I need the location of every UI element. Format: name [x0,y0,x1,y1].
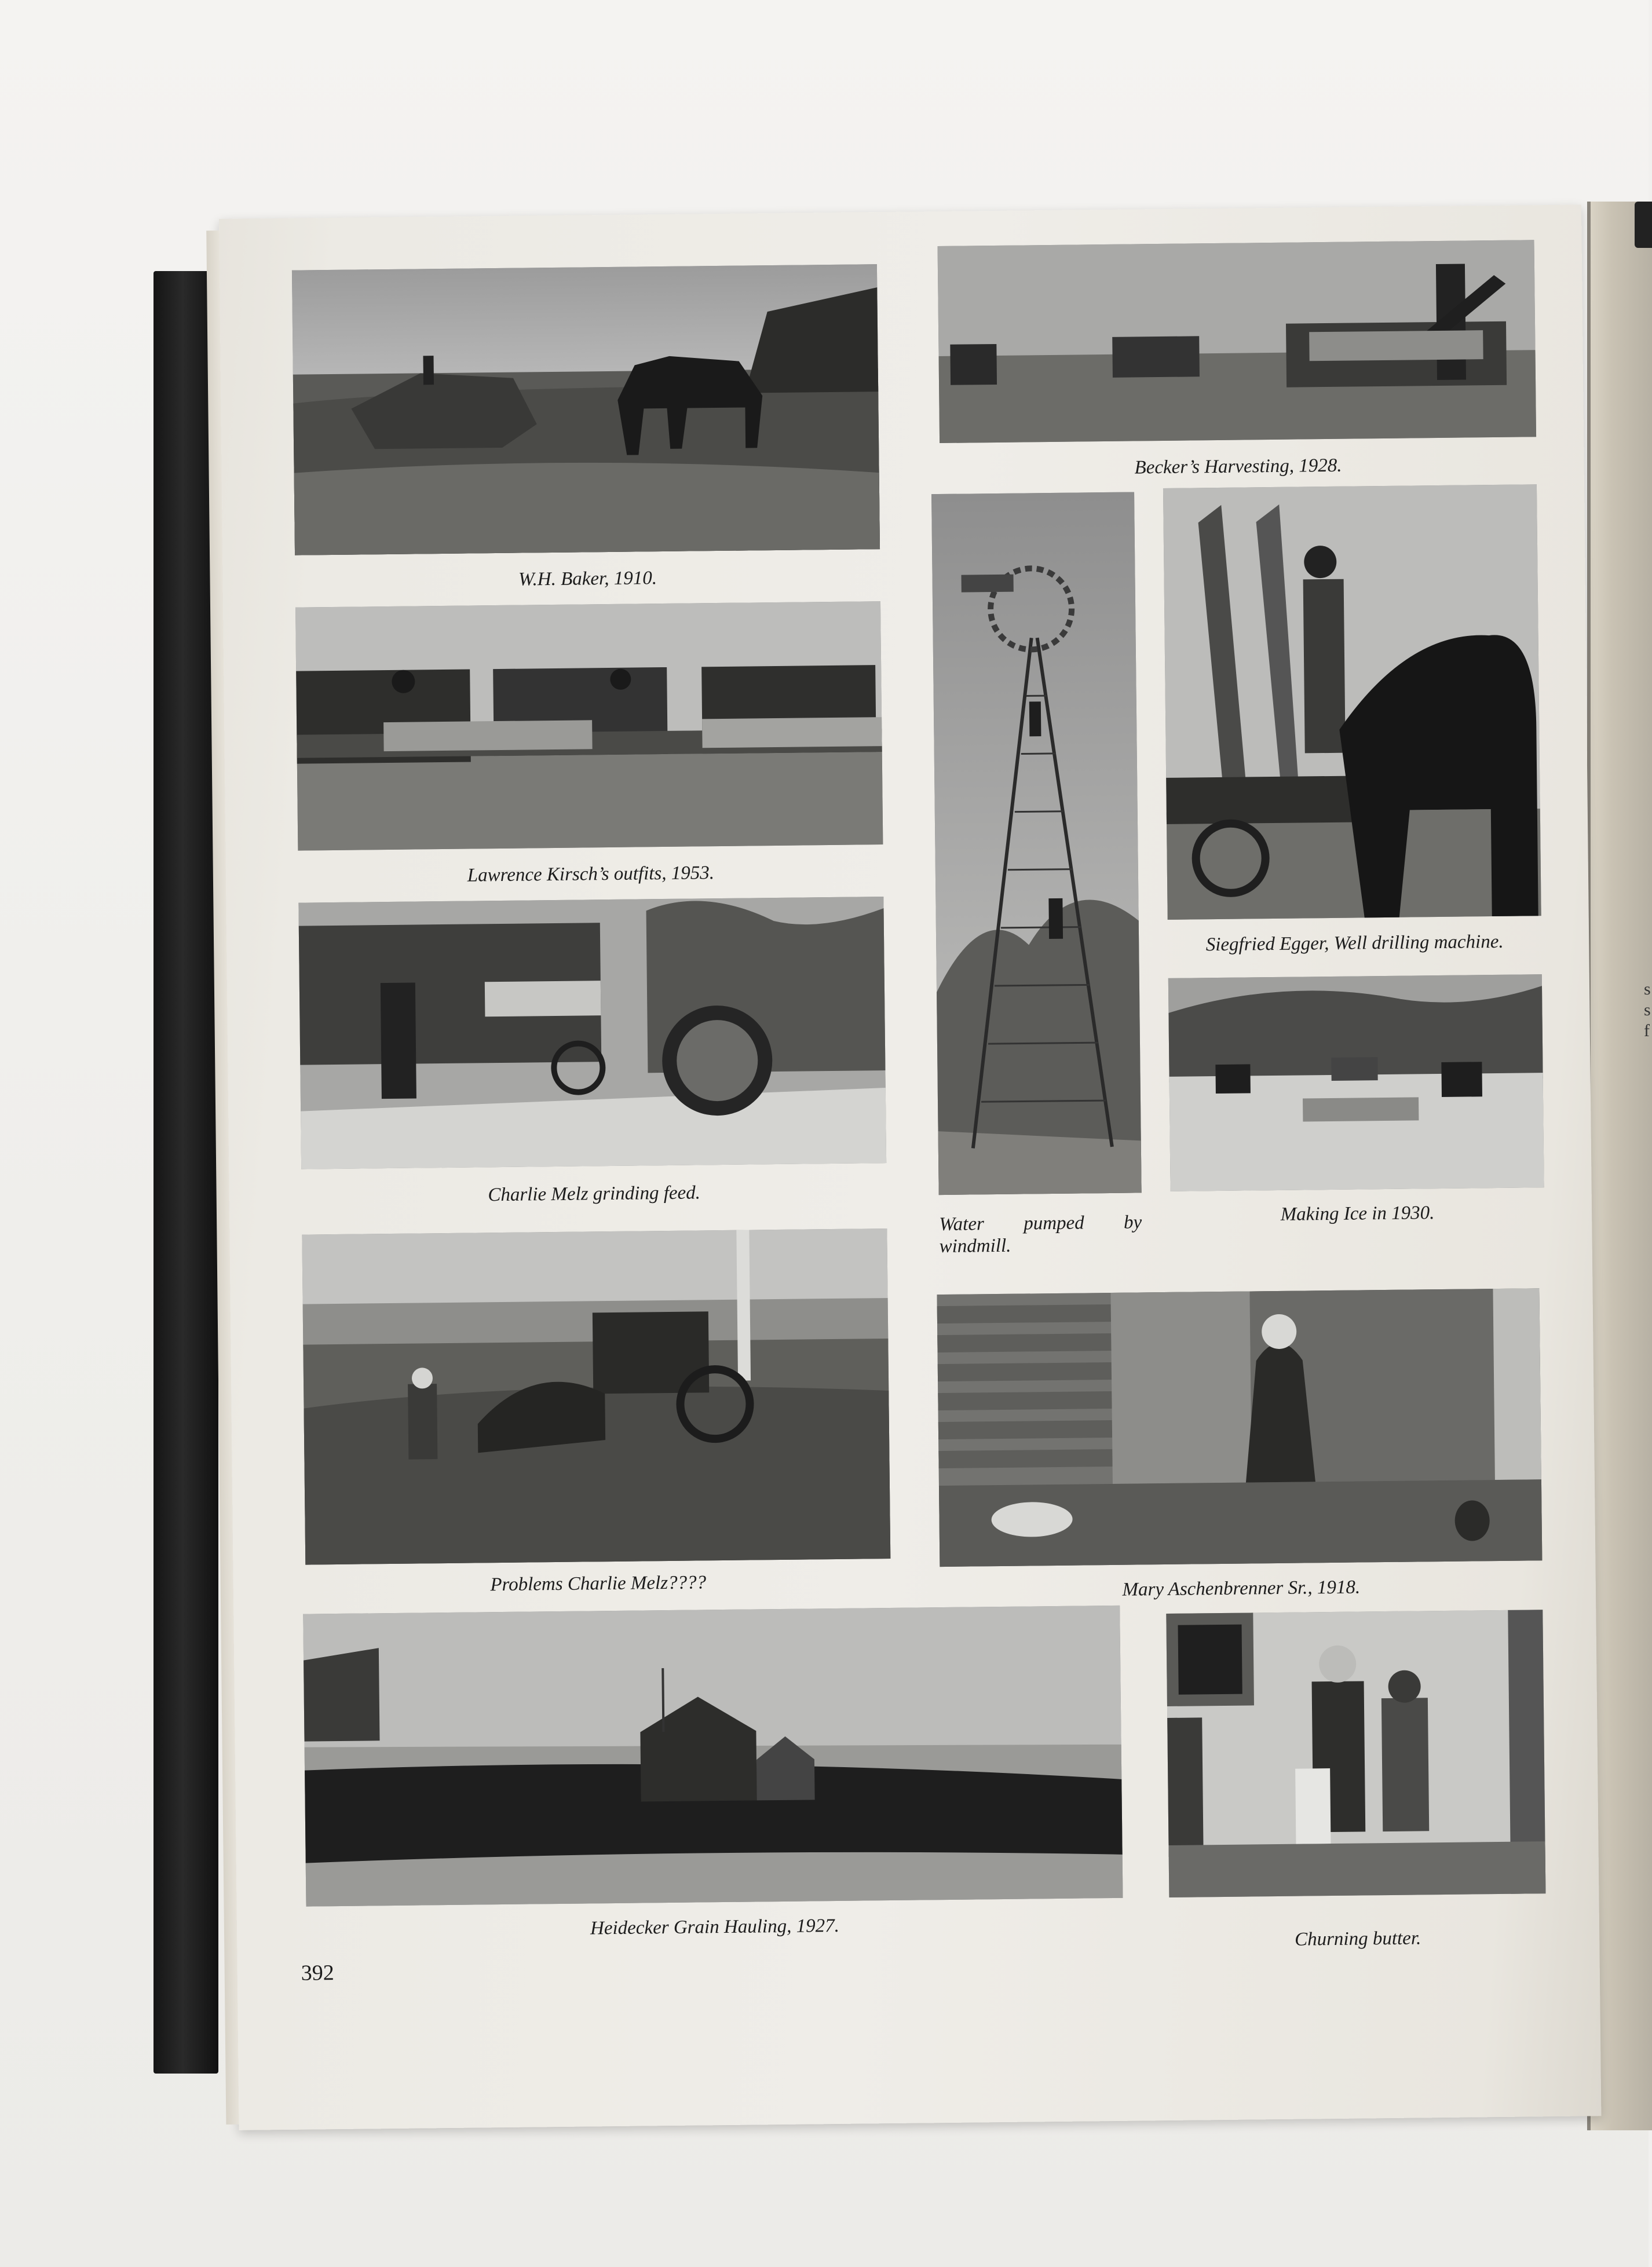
book-spine [153,271,218,2074]
caption-windmill: Water pumped by windmill. [939,1212,1142,1257]
caption-kirsch: Lawrence Kirsch’s outfits, 1953. [467,862,715,886]
adjacent-page-letter: f [1644,1021,1650,1040]
caption-ice: Making Ice in 1930. [1280,1202,1435,1225]
photo-aschenbrenner [937,1288,1543,1567]
page-number: 392 [301,1961,334,1986]
caption-heidecker: Heidecker Grain Hauling, 1927. [590,1915,840,1939]
photo-egger-well-drilling [1163,484,1541,920]
adjacent-page-letter: s [1644,1000,1651,1019]
photo-heidecker-grain-hauling [303,1606,1123,1907]
caption-churning: Churning butter. [1294,1928,1421,1950]
photo-making-ice [1168,974,1544,1191]
photo-baker-harvest [292,264,880,555]
photo-becker-harvesting [938,240,1537,443]
book-page [219,204,1601,2130]
photo-kirsch-outfits [295,601,883,851]
adjacent-page-text [1644,979,1651,1041]
book-corner [1635,202,1652,248]
caption-baker: W.H. Baker, 1910. [518,568,657,590]
caption-becker: Becker’s Harvesting, 1928. [1134,455,1342,478]
caption-melz-grinding: Charlie Melz grinding feed. [488,1182,701,1206]
photo-windmill [931,492,1142,1195]
adjacent-page-letter: s [1644,979,1651,999]
caption-egger: Siegfried Egger, Well drilling machine. [1205,931,1504,956]
photo-melz-problems [302,1228,890,1565]
caption-aschenbrenner: Mary Aschenbrenner Sr., 1918. [1122,1577,1361,1600]
caption-problems: Problems Charlie Melz???? [490,1572,707,1596]
photo-melz-grinding [298,897,886,1169]
photo-churning-butter [1166,1610,1545,1897]
